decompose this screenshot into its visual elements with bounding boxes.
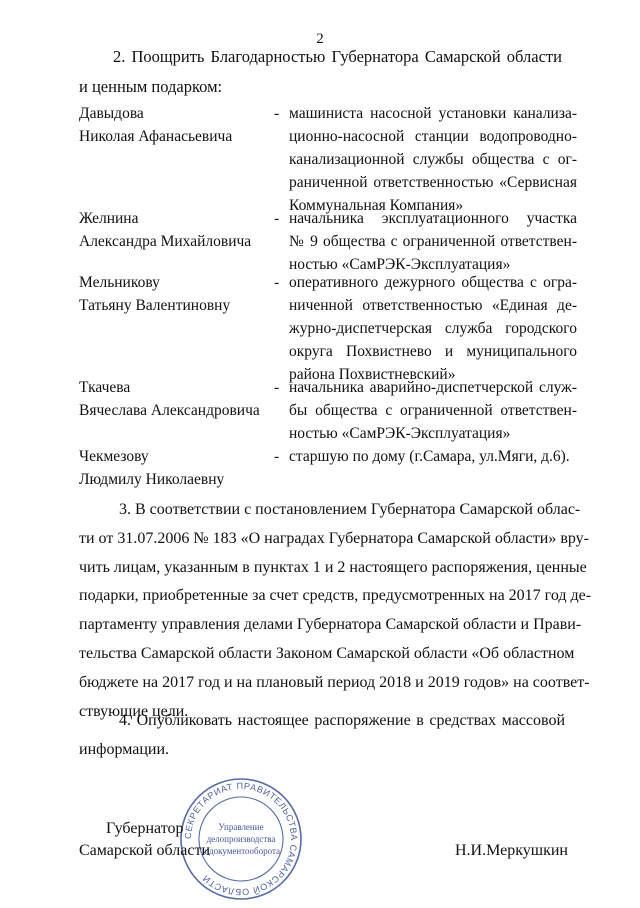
awardee-name <box>79 102 269 148</box>
awardee-position-line: начальника аварийно-диспетчерской служ- <box>289 379 577 396</box>
stamp-center-line: и документооборота <box>201 846 281 856</box>
awardee-position-line: начальника эксплуатационного участка <box>289 210 577 227</box>
page-number: 2 <box>316 31 324 47</box>
awardee-position-line: района Похвистневский» <box>289 366 456 383</box>
awardee-name-line: Желнина <box>79 210 139 227</box>
awardee-position-line: № 9 общества с ограниченной ответствен- <box>289 233 577 250</box>
awardee-dash: - <box>274 379 280 396</box>
paragraph-line: 3. В соответствии с постановлением Губернатора Самарской облас- <box>119 501 581 518</box>
awardee-position-line: ниченной ответственностью «Единая де- <box>289 297 577 314</box>
awardee-position <box>289 376 577 445</box>
signer-name: Н.И.Меркушкин <box>455 842 568 859</box>
paragraph-line: подарки, приобретенные за счет средств, предусмотренных на 2017 год де- <box>79 587 592 605</box>
awardee-position-line: бы общества с ограниченной ответствен- <box>289 402 577 419</box>
paragraph-line: бюджете на 2017 год и на плановый период 2018 и 2019 годов» на соответ- <box>79 673 590 691</box>
awardee-position <box>289 102 577 217</box>
awardee-position-line: оперативного дежурного общества с огра- <box>289 274 577 291</box>
awardee-name-line: Ткачева <box>79 379 131 396</box>
awardee-name-line: Татьяну Валентиновну <box>79 297 231 314</box>
awardee-name <box>79 376 269 422</box>
signer-title-line-1: Губернатор <box>106 820 184 837</box>
paragraph-line: ти от 31.07.2006 № 183 «О наградах Губернатора Самарской области» вру- <box>79 529 589 547</box>
paragraph-line: тельства Самарской области Законом Самарской области «Об областном <box>79 644 575 662</box>
awardee-name-line: Вячеслава Александровича <box>79 402 260 419</box>
section-4-paragraph <box>79 707 565 765</box>
awardee-dash: - <box>274 448 280 465</box>
awardee-dash: - <box>274 105 280 122</box>
awardee-position-line: старшую по дому (г.Самара, ул.Мяги, д.6). <box>289 448 570 465</box>
awardee-position <box>289 445 577 468</box>
awardee-name-line: Мельникову <box>79 274 160 291</box>
awardee-name-line: Александра Михайловича <box>79 233 252 250</box>
awardee-name-line: Людмилу Николаевну <box>79 471 225 488</box>
paragraph-line: партаменту управления делами Губернатора Самарской области и Прави- <box>79 616 582 634</box>
stamp-ring-text: СЕКРЕТАРИАТ ПРАВИТЕЛЬСТВА САМАРСКОЙ ОБЛАСТИ <box>182 780 300 898</box>
stamp-center-line: делопроизводства <box>206 834 276 844</box>
paragraph-line: чить лицам, указанным в пунктах 1 и 2 настоящего распоряжения, ценные <box>79 558 587 576</box>
section-2-heading: 2. Поощрить Благодарностью Губернатора Самарской области <box>113 47 562 66</box>
awardee-position <box>289 207 577 276</box>
paragraph-line: 4. Опубликовать настоящее распоряжение в средствах массовой <box>119 712 565 729</box>
awardee-position-line: канализационной службы общества с ог- <box>289 151 577 168</box>
official-stamp <box>177 775 305 903</box>
paragraph-line: ствующие цели. <box>79 702 189 720</box>
awardee-dash: - <box>274 210 280 227</box>
awardee-name-line: Давыдова <box>79 105 144 122</box>
awardee-name-line: Чекмезову <box>79 448 149 465</box>
awardee-position-line: машиниста насосной установки канализа- <box>289 105 577 122</box>
awardee-position-line: раниченной ответственностью «Сервисная <box>289 174 577 191</box>
awardee-name <box>79 445 269 491</box>
stamp-center-line: Управление <box>218 822 264 832</box>
awardee-position-line: журно-диспетчерская служба городского <box>289 320 577 337</box>
awardee-name-line: Николая Афанасьевича <box>79 128 233 145</box>
awardee-position-line: ностью «СамРЭК-Эксплуатация» <box>289 425 511 442</box>
signer-title-line-2: Самарской области <box>79 842 210 859</box>
awardee-position-line: Коммунальная Компания» <box>289 197 464 214</box>
awardee-position-line: округа Похвистнево и муниципального <box>289 343 577 360</box>
section-2-continuation: и ценным подарком: <box>79 77 223 96</box>
awardee-position-line: ностью «СамРЭК-Эксплуатация» <box>289 256 511 273</box>
awardee-dash: - <box>274 274 280 291</box>
awardee-name <box>79 207 269 253</box>
awardee-name <box>79 271 269 317</box>
awardee-position-line: ционно-насосной станции водопроводно- <box>289 128 577 145</box>
section-3-paragraph <box>79 496 592 726</box>
awardee-position <box>289 271 577 386</box>
paragraph-line: информации. <box>79 740 170 758</box>
